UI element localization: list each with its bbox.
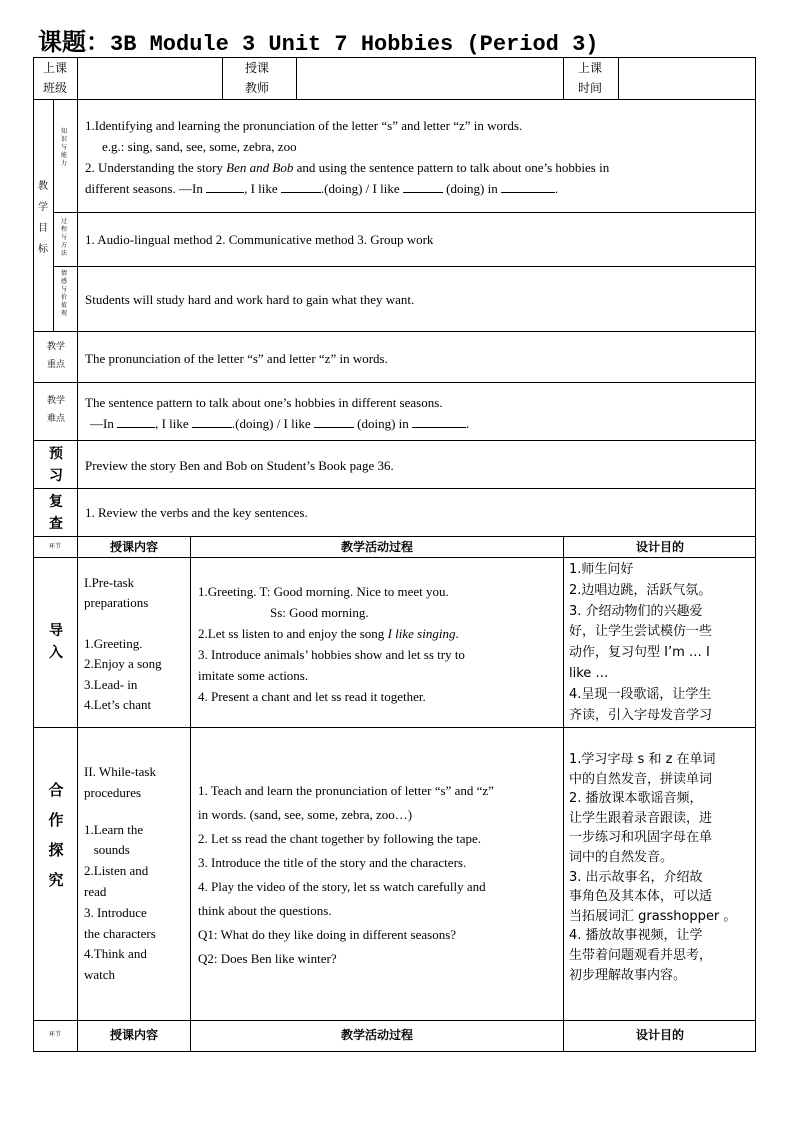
col-divider xyxy=(190,536,191,1052)
difficult-point-line-2: —In , I like .(doing) / I like (doing) in . xyxy=(90,416,470,431)
row-divider xyxy=(33,536,756,537)
blank xyxy=(192,415,232,428)
emotion-text: Students will study hard and work hard to gain what they want. xyxy=(85,292,415,307)
emotion-label: 情感与价值观 xyxy=(60,270,67,317)
class-label: 上课班级 xyxy=(42,61,67,95)
knowledge-line-1: 1.Identifying and learning the pronunciation of the letter “s” and letter “z” in words. xyxy=(85,118,523,133)
lead-in-label: 导入 xyxy=(49,623,63,661)
key-point-label: 教学重点 xyxy=(46,342,65,370)
purpose-header-bottom: 设计目的 xyxy=(635,1028,684,1042)
col-divider xyxy=(222,57,223,99)
row-divider xyxy=(33,99,756,100)
knowledge-line-3: 2. Understanding the story Ben and Bob and using the sentence pattern to talk about one’s hobbies in xyxy=(85,160,610,175)
step-header-bottom: 环节 xyxy=(48,1031,61,1038)
lead-in-process: 1.Greeting. T: Good morning. Nice to meet you. Ss: Good morning. 2.Let ss listen to and enjoy the song I like singing. 3. Introduce animals’ hobbies show and let ss try to imitate some actions. 4. Present a chant and let ss read it together. xyxy=(198,584,465,704)
process-method-label: 过程与方法 xyxy=(60,218,67,257)
lead-in-content: I.Pre-task preparations 1.Greeting. 2.Enjoy a song 3.Lead- in 4.Let’s chant xyxy=(84,575,162,713)
purpose-header: 设计目的 xyxy=(635,540,684,554)
title-main: 3B Module 3 Unit 7 Hobbies (Period 3) xyxy=(110,32,599,57)
story-title: Ben and Bob xyxy=(226,160,294,175)
blank xyxy=(501,180,555,193)
row-divider xyxy=(33,727,756,728)
process-header: 教学活动过程 xyxy=(340,540,413,554)
knowledge-label: 知识与能力 xyxy=(60,128,67,167)
blank xyxy=(117,415,155,428)
preview-label: 预习 xyxy=(49,446,63,484)
page-title xyxy=(38,22,598,57)
cooperation-process: 1. Teach and learn the pronunciation of letter “s” and “z” in words. (sand, see, some, zebra, zoo…) 2. Let ss read the chant together by following the tape. 3. Introduce the title of the story and the characters. 4. Play the video of the story, let ss watch carefully and think about the questions. Q1: What do they like doing in different seasons? Q2: Does Ben like winter? xyxy=(198,783,494,966)
teacher-label: 授课教师 xyxy=(244,61,269,95)
review-label: 复查 xyxy=(49,494,63,532)
row-divider xyxy=(33,557,756,558)
knowledge-line-4: different seasons. —In , I like .(doing) / I like (doing) in . xyxy=(85,181,559,196)
lead-in-purpose: 1.师生问好 2.边唱边跳，活跃气氛。 3. 介绍动物们的兴趣爱 好，让学生尝试模仿一些 动作，复习句型 I’m … I like … 4.呈现一段歌谣，让学生 齐读，引入字母发音学习 xyxy=(569,562,713,723)
row-divider xyxy=(53,212,756,213)
row-divider xyxy=(53,266,756,267)
row-divider xyxy=(33,488,756,489)
row-divider xyxy=(33,382,756,383)
cooperation-content: II. While-task procedures 1.Learn the sounds 2.Listen and read 3. Introduce the characters 4.Think and watch xyxy=(84,764,156,983)
col-divider xyxy=(77,536,78,1052)
blank xyxy=(403,180,443,193)
col-divider xyxy=(296,57,297,99)
row-divider xyxy=(33,440,756,441)
process-header-bottom: 教学活动过程 xyxy=(340,1028,413,1042)
song-title: I like singing xyxy=(387,626,456,641)
cooperation-purpose: 1.学习字母 s 和 z 在单词 中的自然发音，拼读单词 2. 播放课本歌谣音频， 让学生跟着录音跟读，进 一步练习和巩固字母在单 词中的自然发音。 3. 出示故事名，介绍故 事角色及其本体，可以适 当拓展词汇 grasshopper 。 4. 播放故事视频，让学 生带着问题观看并思考， 初步理解故事内容。 xyxy=(569,752,737,983)
key-point-text: The pronunciation of the letter “s” and letter “z” in words. xyxy=(85,351,388,366)
content-header: 授课内容 xyxy=(109,540,158,554)
difficult-point-line-1: The sentence pattern to talk about one’s hobbies in different seasons. xyxy=(85,395,443,410)
row-divider xyxy=(33,331,756,332)
difficult-point-label: 教学难点 xyxy=(46,396,65,424)
step-header: 环节 xyxy=(48,543,61,550)
blank xyxy=(314,415,354,428)
blank xyxy=(206,180,244,193)
time-label: 上课时间 xyxy=(577,61,602,95)
process-method-text: 1. Audio-lingual method 2. Communicative method 3. Group work xyxy=(85,232,434,247)
col-divider xyxy=(77,99,78,536)
col-divider xyxy=(563,536,564,1052)
knowledge-line-2: e.g.: sing, sand, see, some, zebra, zoo xyxy=(102,139,297,154)
col-divider xyxy=(77,57,78,99)
col-divider xyxy=(563,57,564,99)
col-divider xyxy=(618,57,619,99)
row-divider xyxy=(33,1020,756,1021)
col-divider xyxy=(53,99,54,331)
objectives-label: 教学目标 xyxy=(38,181,48,255)
title-prefix: 课题： xyxy=(38,28,110,56)
blank xyxy=(412,415,466,428)
review-text: 1. Review the verbs and the key sentences. xyxy=(85,505,308,520)
cooperation-label: 合 作 探 究 xyxy=(48,781,64,889)
content-header-bottom: 授课内容 xyxy=(109,1028,158,1042)
preview-text: Preview the story Ben and Bob on Student’s Book page 36. xyxy=(85,458,394,473)
blank xyxy=(281,180,321,193)
